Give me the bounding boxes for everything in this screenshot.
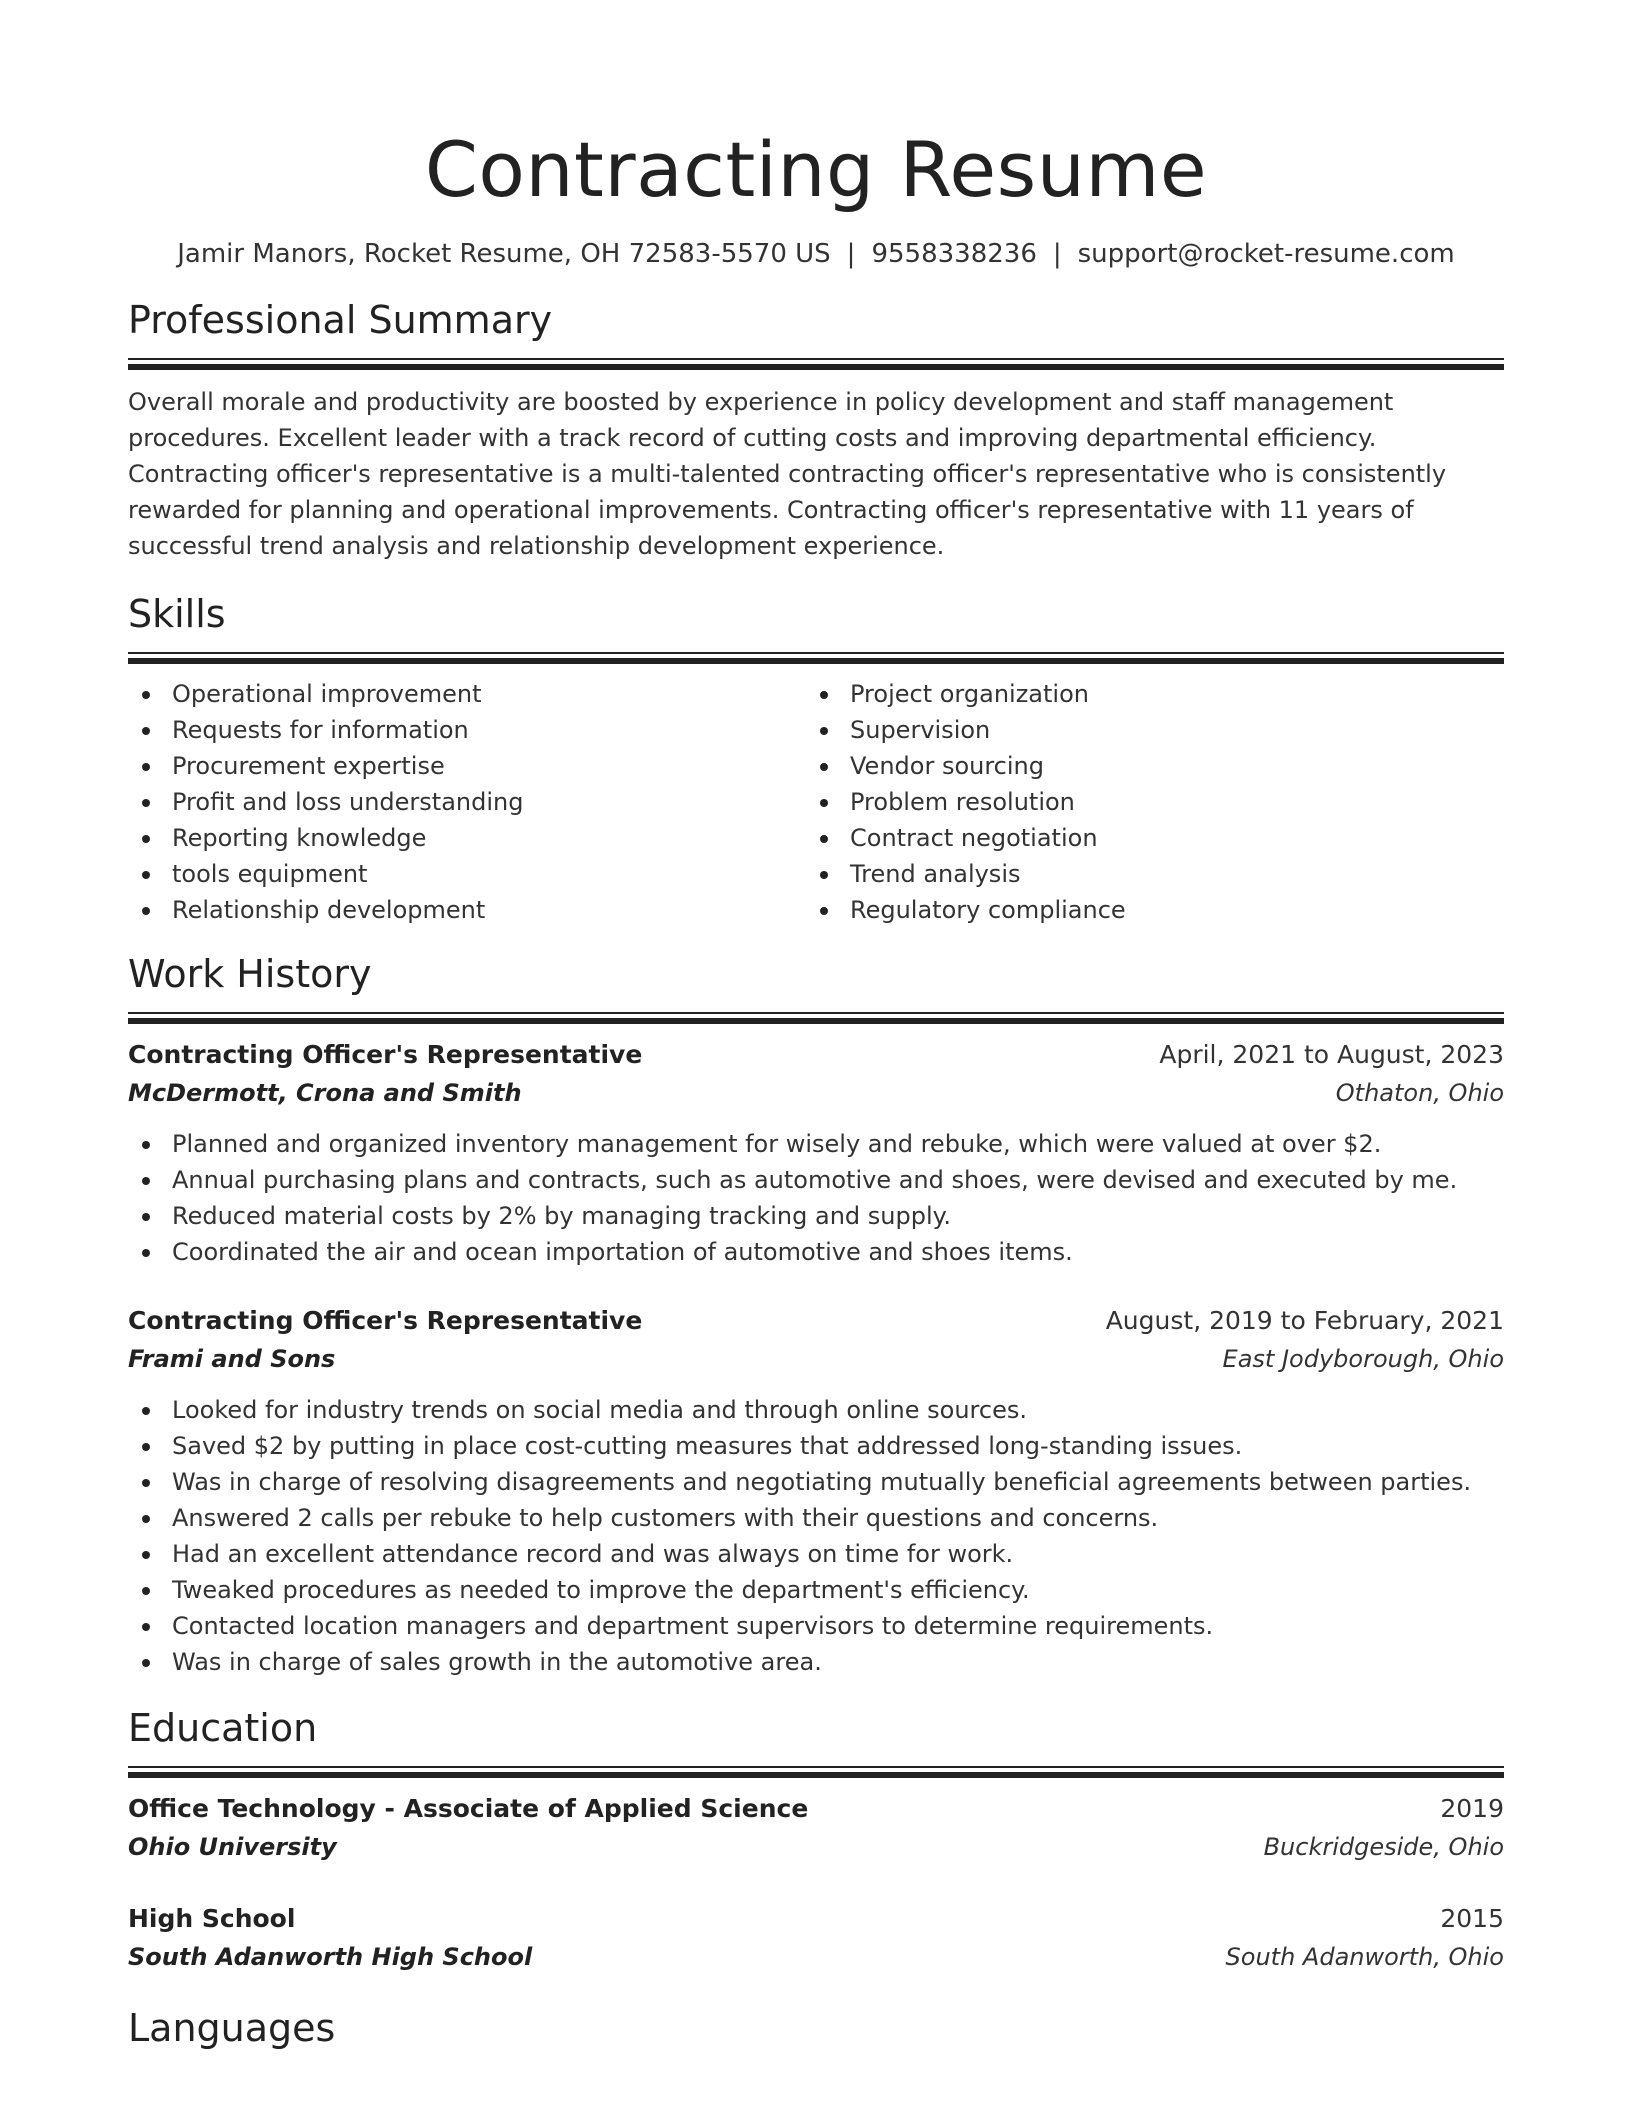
job-bullet: Tweaked procedures as needed to improve the department's efficiency. xyxy=(128,1572,1504,1608)
skill-item: Profit and loss understanding xyxy=(128,784,806,820)
job-title: Contracting Officer's Representative xyxy=(128,1040,643,1069)
job-bullet: Coordinated the air and ocean importation of automotive and shoes items. xyxy=(128,1234,1504,1270)
job-entry xyxy=(128,1302,1504,1680)
contact-separator: | xyxy=(1052,239,1062,269)
job-company: McDermott, Crona and Smith xyxy=(128,1079,522,1107)
job-bullet: Planned and organized inventory management for wisely and rebuke, which were valued at over $2. xyxy=(128,1126,1504,1162)
education-degree: High School xyxy=(128,1904,296,1933)
skills-columns xyxy=(128,676,1504,928)
skill-item: Regulatory compliance xyxy=(806,892,1484,928)
education-header-row xyxy=(128,1790,1504,1828)
work-heading: Work History xyxy=(128,952,372,996)
skills-section xyxy=(128,590,1504,928)
summary-section xyxy=(128,296,1504,564)
job-bullets xyxy=(128,1126,1504,1270)
job-title: Contracting Officer's Representative xyxy=(128,1306,643,1335)
skill-item: tools equipment xyxy=(128,856,806,892)
skill-item: Supervision xyxy=(806,712,1484,748)
summary-text: Overall morale and productivity are boosted by experience in policy development and staff management procedures. Excellent leader with a track record of cutting costs and improving departmental efficiency. Contracting officer's representative is a multi-talented contracting officer's representative who is consistently rewarded for planning and operational improvements. Contracting officer's representative with 11 years of successful trend analysis and relationship development experience. xyxy=(128,388,1447,560)
skill-item: Problem resolution xyxy=(806,784,1484,820)
contact-line xyxy=(128,236,1504,272)
languages-heading: Languages xyxy=(128,2006,336,2050)
job-dates: August, 2019 to February, 2021 xyxy=(1105,1306,1504,1335)
job-company: Frami and Sons xyxy=(128,1345,336,1373)
languages-section xyxy=(128,2004,1504,2052)
skill-item: Requests for information xyxy=(128,712,806,748)
skill-item: Procurement expertise xyxy=(128,748,806,784)
education-school: Ohio University xyxy=(128,1833,337,1861)
job-bullet: Contacted location managers and department supervisors to determine requirements. xyxy=(128,1608,1504,1644)
education-year: 2015 xyxy=(1440,1904,1504,1933)
contact-phone: 9558338236 xyxy=(871,239,1037,269)
education-header-row xyxy=(128,1900,1504,1938)
education-heading: Education xyxy=(128,1706,318,1750)
education-year: 2019 xyxy=(1440,1794,1504,1823)
job-bullet: Annual purchasing plans and contracts, such as automotive and shoes, were devised and executed by me. xyxy=(128,1162,1504,1198)
education-degree: Office Technology - Associate of Applied Science xyxy=(128,1794,809,1823)
job-bullet: Had an excellent attendance record and was always on time for work. xyxy=(128,1536,1504,1572)
contact-address: Jamir Manors, Rocket Resume, OH 72583-5570 US xyxy=(177,239,831,269)
section-divider xyxy=(128,1012,1504,1022)
job-location: East Jodyborough, Ohio xyxy=(1222,1345,1504,1373)
contact-email[interactable]: support@rocket-resume.com xyxy=(1077,239,1455,269)
skills-left-list xyxy=(128,676,806,928)
job-header-row xyxy=(128,1036,1504,1074)
skills-right-list xyxy=(806,676,1484,928)
education-location: South Adanworth, Ohio xyxy=(1225,1943,1504,1971)
job-bullet: Looked for industry trends on social media and through online sources. xyxy=(128,1392,1504,1428)
skill-item: Project organization xyxy=(806,676,1484,712)
job-bullet: Reduced material costs by 2% by managing tracking and supply. xyxy=(128,1198,1504,1234)
job-bullet: Was in charge of sales growth in the automotive area. xyxy=(128,1644,1504,1680)
section-divider xyxy=(128,358,1504,368)
section-divider xyxy=(128,1766,1504,1776)
section-divider xyxy=(128,652,1504,662)
job-bullet: Saved $2 by putting in place cost-cutting measures that addressed long-standing issues. xyxy=(128,1428,1504,1464)
education-location: Buckridgeside, Ohio xyxy=(1263,1833,1504,1861)
summary-heading: Professional Summary xyxy=(128,298,553,342)
skill-item: Vendor sourcing xyxy=(806,748,1484,784)
job-company-row xyxy=(128,1340,1504,1378)
skills-heading: Skills xyxy=(128,592,226,636)
education-entry xyxy=(128,1900,1504,1976)
skill-item: Operational improvement xyxy=(128,676,806,712)
job-entry xyxy=(128,1036,1504,1270)
work-section xyxy=(128,950,1504,1680)
skill-item: Trend analysis xyxy=(806,856,1484,892)
page-title: Contracting Resume xyxy=(424,125,1208,214)
job-header-row xyxy=(128,1302,1504,1340)
job-bullet: Was in charge of resolving disagreements and negotiating mutually beneficial agreements between parties. xyxy=(128,1464,1504,1500)
education-section xyxy=(128,1704,1504,1976)
job-bullets xyxy=(128,1392,1504,1680)
contact-separator: | xyxy=(846,239,856,269)
education-school-row xyxy=(128,1828,1504,1866)
job-company-row xyxy=(128,1074,1504,1112)
education-entry xyxy=(128,1790,1504,1866)
skill-item: Relationship development xyxy=(128,892,806,928)
skill-item: Contract negotiation xyxy=(806,820,1484,856)
job-bullet: Answered 2 calls per rebuke to help customers with their questions and concerns. xyxy=(128,1500,1504,1536)
job-dates: April, 2021 to August, 2023 xyxy=(1159,1040,1504,1069)
education-school: South Adanworth High School xyxy=(128,1943,533,1971)
skill-item: Reporting knowledge xyxy=(128,820,806,856)
job-location: Othaton, Ohio xyxy=(1335,1079,1504,1107)
education-school-row xyxy=(128,1938,1504,1976)
resume-page xyxy=(128,0,1504,2052)
